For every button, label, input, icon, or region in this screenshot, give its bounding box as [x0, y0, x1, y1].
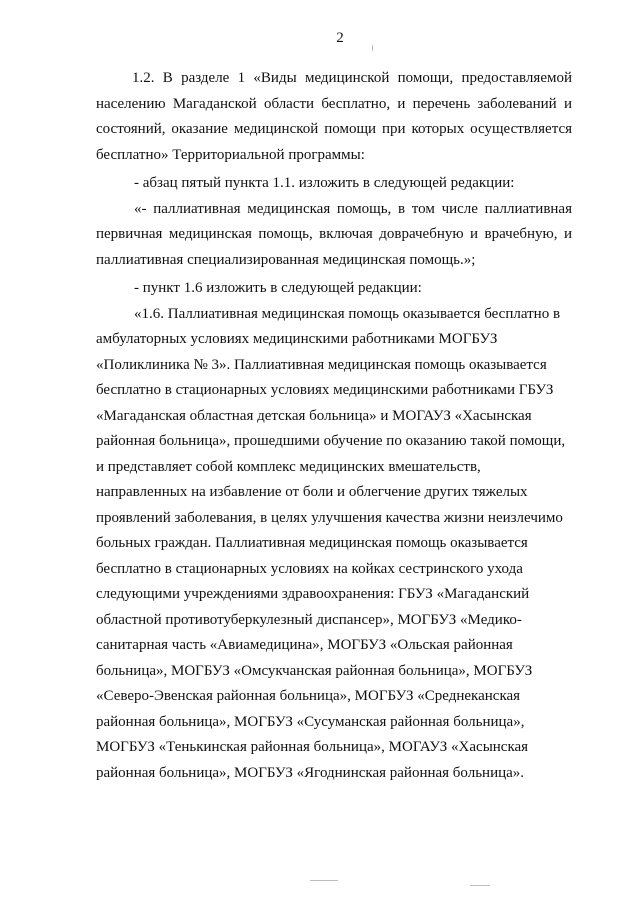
- document-body: [96, 66, 572, 786]
- paragraph-quote-palliative: «- паллиативная медицинская помощь, в том числе паллиативная первичная медицинская помощь, включая доврачебную и врачебную, и паллиативная специализированная медицинская помощь.»;: [96, 200, 572, 268]
- scan-artifact: [470, 885, 490, 886]
- paragraph-point-1-6-text: «1.6. Паллиативная медицинская помощь оказывается бесплатно в амбулаторных условиях медицинскими работниками МОГБУЗ «Поликлиника № 3». Паллиативная медицинская помощь оказывается бесплатно в стационарных условиях медицинскими работниками ГБУЗ «Магаданская областная детская больница» и МОГАУЗ «Хасынская районная больница», прошедшими обучение по оказанию такой помощи, и представляет собой комплекс медицинских вмешательств, направленных на избавление от боли и облегчение других тяжелых проявлений заболевания, в целях улучшения качества жизни неизлечимо больных граждан. Паллиативная медицинская помощь оказывается бесплатно в стационарных условиях на койках сестринского ухода следующими учреждениями здравоохранения: ГБУЗ «Магаданский областной противотуберкулезный диспансер», МОГБУЗ «Медико-санитарная часть «Авиамедицина», МОГБУЗ «Ольская районная больница», МОГБУЗ «Омсукчанская районная больница», МОГБУЗ «Северо-Эвенская районная больница», МОГБУЗ «Среднеканская районная больница», МОГБУЗ «Сусуманская районная больница», МОГБУЗ «Тенькинская районная больница», МОГАУЗ «Хасынская районная больница», МОГБУЗ «Ягоднинская районная больница».: [96, 305, 566, 781]
- paragraph-amend-point-1-1: - абзац пятый пункта 1.1. изложить в следующей редакции:: [134, 175, 515, 191]
- paragraph-section-1-2: 1.2. В разделе 1 «Виды медицинской помощи, предоставляемой населению Магаданской области бесплатно, и перечень заболеваний и состояний, оказание медицинской помощи при которых осуществляется бесплатно» Территориальной программы:: [96, 70, 572, 163]
- scan-artifact: [372, 45, 373, 51]
- scan-artifact: [310, 880, 338, 881]
- page-number: 2: [336, 30, 344, 46]
- paragraph-amend-point-1-6: - пункт 1.6 изложить в следующей редакции:: [134, 280, 422, 296]
